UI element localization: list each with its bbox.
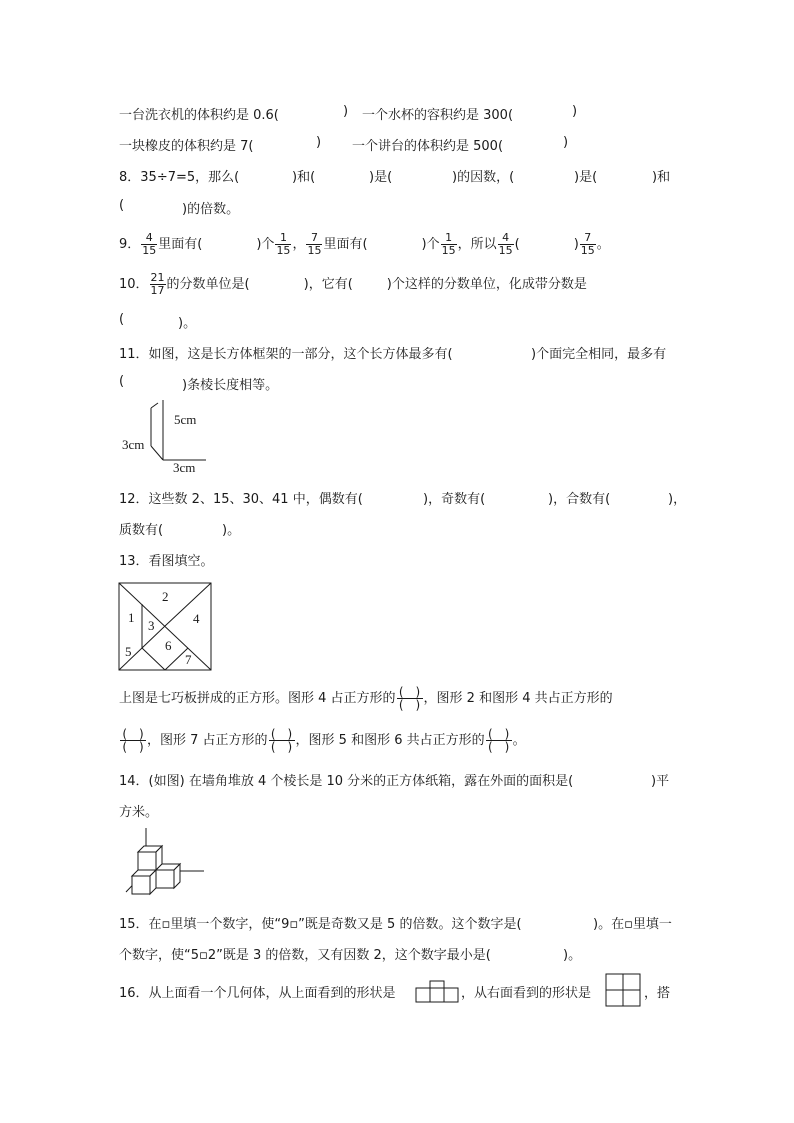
q13-title: 13．看图填空。 bbox=[119, 554, 214, 569]
q15-text-1: 15．在▫里填一个数字，使“9▫”既是奇数又是 5 的倍数。这个数字是( bbox=[119, 917, 522, 932]
right-view-shape-icon bbox=[605, 973, 641, 1007]
q9-fraction-3: $\frac{7}{15}$ bbox=[307, 231, 322, 257]
line-1b: ) bbox=[343, 104, 349, 119]
q15-text-2: )。在▫里填一 bbox=[593, 917, 672, 932]
line-2b: ) bbox=[316, 135, 322, 150]
q16-text-2: ，从右面看到的形状是 bbox=[461, 986, 592, 1001]
q9-text-9: ) bbox=[573, 237, 579, 252]
q9-text-7: ，所以 bbox=[457, 237, 497, 252]
piece-label-7: 7 bbox=[185, 652, 192, 667]
q10-fraction: $\frac{21}{17}$ bbox=[150, 271, 165, 297]
q13-text-6: 。 bbox=[512, 733, 526, 748]
q10-line bbox=[119, 268, 587, 302]
q13-text-3: ，图形 2 和图形 4 共占正方形的 bbox=[423, 691, 613, 706]
q8-text-2: )和( bbox=[292, 170, 316, 185]
q9-text-4: ， bbox=[292, 237, 306, 252]
stacked-boxes-figure bbox=[118, 826, 208, 896]
q9-fraction-4: $\frac{1}{15}$ bbox=[441, 231, 456, 257]
q9-text-10: 。 bbox=[596, 237, 610, 252]
q12-text-6: )。 bbox=[222, 523, 241, 538]
q16-text-1: 16．从上面看一个几何体，从上面看到的形状是 bbox=[119, 986, 396, 1001]
q9-text-3: )个 bbox=[256, 237, 275, 252]
q14-text-3: 方米。 bbox=[119, 805, 159, 820]
top-view-shape-icon bbox=[415, 980, 459, 1004]
q10-text-4: )个这样的分数单位，化成带分数是 bbox=[386, 277, 587, 292]
q10-text-1: 10． bbox=[119, 277, 149, 292]
q12-text-4: )， bbox=[668, 492, 687, 507]
q13-text-5: ，图形 5 和图形 6 共占正方形的 bbox=[295, 733, 485, 748]
q8-text-6: )和 bbox=[652, 170, 671, 185]
q10-text-6: )。 bbox=[178, 316, 197, 331]
q14-text-2: )平 bbox=[651, 774, 670, 789]
piece-label-1: 1 bbox=[128, 610, 135, 625]
q9-line bbox=[119, 228, 610, 262]
q8-text-4: )的因数，( bbox=[452, 170, 515, 185]
q14-text-1: 14．(如图) 在墙角堆放 4 个棱长是 10 分米的正方体纸箱，露在外面的面积是( bbox=[119, 774, 574, 789]
piece-label-3: 3 bbox=[148, 618, 155, 633]
piece-label-6: 6 bbox=[165, 638, 172, 653]
label-3cm-left: 3cm bbox=[122, 437, 145, 452]
q15-text-4: )。 bbox=[563, 948, 582, 963]
q8-text-1: 8．35÷7=5，那么( bbox=[119, 170, 240, 185]
q9-fraction-6: $\frac{7}{15}$ bbox=[580, 231, 595, 257]
q11-text-4: )条棱长度相等。 bbox=[182, 378, 279, 393]
q13-blank-fraction-3: $\frac{( )}{( )}$ bbox=[269, 728, 295, 753]
q10-text-3: )，它有( bbox=[303, 277, 353, 292]
q12-text-5: 质数有( bbox=[119, 523, 164, 538]
q13-text-4: ，图形 7 占正方形的 bbox=[147, 733, 268, 748]
q8-text-3: )是( bbox=[369, 170, 393, 185]
q9-text-5: 里面有( bbox=[323, 237, 368, 252]
q15-text-3: 个数字，使“5▫2”既是 3 的倍数，又有因数 2，这个数字最小是( bbox=[119, 948, 491, 963]
line-2d: ) bbox=[563, 135, 569, 150]
q12-text-2: )，奇数有( bbox=[423, 492, 486, 507]
q9-fraction-2: $\frac{1}{15}$ bbox=[276, 231, 291, 257]
q9-text-2: 里面有( bbox=[158, 237, 203, 252]
line-2a: 一块橡皮的体积约是 7( bbox=[119, 139, 254, 154]
q10-text-2: 的分数单位是( bbox=[166, 277, 250, 292]
line-2c: 一个讲台的体积约是 500( bbox=[352, 139, 504, 154]
q9-fraction-1: $\frac{4}{15}$ bbox=[142, 231, 157, 257]
q9-fraction-5: $\frac{4}{15}$ bbox=[498, 231, 513, 257]
q11-text-3: ( bbox=[119, 374, 125, 389]
q13-blank-fraction-2: $\frac{( )}{( )}$ bbox=[120, 728, 146, 753]
label-3cm-bottom: 3cm bbox=[173, 460, 196, 475]
q11-text-1: 11．如图，这是长方体框架的一部分，这个长方体最多有( bbox=[119, 347, 453, 362]
tangram-figure bbox=[118, 582, 214, 672]
cuboid-frame-figure bbox=[118, 398, 218, 478]
line-1c: 一个水杯的容积约是 300( bbox=[362, 108, 514, 123]
piece-label-2: 2 bbox=[162, 589, 169, 604]
label-5cm: 5cm bbox=[174, 412, 197, 427]
q12-text-3: )，合数有( bbox=[548, 492, 611, 507]
q13-text-2: 上图是七巧板拼成的正方形。图形 4 占正方形的 bbox=[119, 691, 396, 706]
q8-text-5: )是( bbox=[574, 170, 598, 185]
q8-text-8: )的倍数。 bbox=[182, 202, 240, 217]
q9-text-8: ( bbox=[514, 237, 520, 252]
q16-text-3: ，搭 bbox=[644, 986, 671, 1001]
q12-text-1: 12．这些数 2、15、30、41 中，偶数有( bbox=[119, 492, 363, 507]
line-1a: 一台洗衣机的体积约是 0.6( bbox=[119, 108, 279, 123]
piece-label-5: 5 bbox=[125, 644, 132, 659]
q13-line-2 bbox=[119, 724, 526, 758]
piece-label-4: 4 bbox=[193, 611, 200, 626]
q13-blank-fraction-1: $\frac{( )}{( )}$ bbox=[397, 686, 423, 711]
q13-blank-fraction-4: $\frac{( )}{( )}$ bbox=[486, 728, 512, 753]
q10-text-5: ( bbox=[119, 312, 125, 327]
q9-text-1: 9． bbox=[119, 237, 141, 252]
q8-text-7: ( bbox=[119, 198, 125, 213]
q9-text-6: )个 bbox=[421, 237, 440, 252]
line-1d: ) bbox=[572, 104, 578, 119]
q11-text-2: )个面完全相同，最多有 bbox=[531, 347, 667, 362]
q13-line-1 bbox=[119, 682, 613, 716]
